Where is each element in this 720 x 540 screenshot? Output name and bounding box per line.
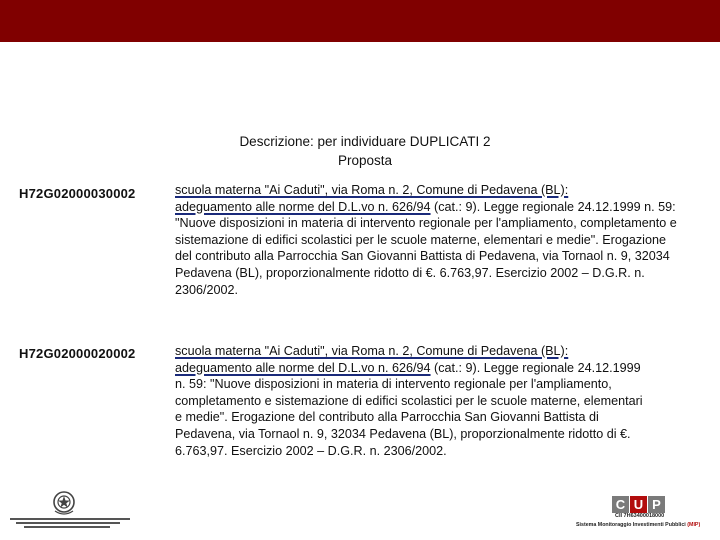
cup-logo-c: C: [612, 496, 629, 513]
description-1: [175, 182, 685, 298]
cup-code-2: H72G02000020002: [19, 346, 136, 361]
ministry-logo: [10, 490, 135, 530]
description-2: [175, 343, 653, 459]
cup-logo-code: CII 7H63400018000: [615, 513, 665, 519]
logo-text-line: [16, 522, 120, 524]
cup-subtitle-main: Sistema Monitoraggio Investimenti Pubblici: [576, 522, 688, 528]
cup-code-1: H72G02000030002: [19, 186, 136, 201]
description-2-link-b[interactable]: adeguamento alle norme del D.L.vo n. 626/94: [175, 360, 431, 375]
cup-logo-subtitle: [576, 522, 700, 528]
title-line-2: Proposta: [337, 153, 393, 168]
description-2-text: (cat.: 9). Legge regionale 24.12.1999 n. 59: "Nuove disposizioni in materia di intervento regionale per l'ampliamento, completamento e sistemazione di edifici scolastici per le scuole materne, elementari e medie". Erogazione del contributo alla Parrocchia San Giovanni Battista di Pedavena, via Tornaol n. 9, 32034 Pedavena (BL), proporzionalmente ridotto di €. 6.763,97. Esercizio 2002 – D.G.R. n. 2306/2002.: [175, 360, 643, 458]
top-banner: [0, 0, 720, 42]
cup-logo-p: P: [648, 496, 665, 513]
cup-logo-u: U: [630, 496, 647, 513]
title-line-1: Descrizione: per individuare DUPLICATI 2: [239, 134, 491, 149]
republic-emblem-icon: [52, 490, 76, 516]
page-title: [160, 132, 570, 170]
description-1-link-a[interactable]: scuola materna "Ai Caduti", via Roma n. 2, Comune di Pedavena (BL):: [175, 183, 569, 197]
logo-text-line: [10, 518, 130, 520]
description-1-link-b[interactable]: adeguamento alle norme del D.L.vo n. 626/94: [175, 199, 431, 214]
cup-subtitle-mip: (MIP): [687, 522, 701, 528]
description-1-text: (cat.: 9). Legge regionale 24.12.1999 n. 59: "Nuove disposizioni in materia di intervento regionale per l'ampliamento, completamento e sistemazione di edifici scolastici per le scuole materne, elementari e medie". Erogazione del contributo alla Parrocchia San Giovanni Battista di Pedavena, via Tornaol n. 9, 32034 Pedavena (BL), proporzionalmente ridotto di €. 6.763,97. Esercizio 2002 – D.G.R. n. 2306/2002.: [175, 199, 677, 297]
description-2-link-a[interactable]: scuola materna "Ai Caduti", via Roma n. 2, Comune di Pedavena (BL):: [175, 344, 569, 358]
logo-text-line: [24, 526, 110, 528]
